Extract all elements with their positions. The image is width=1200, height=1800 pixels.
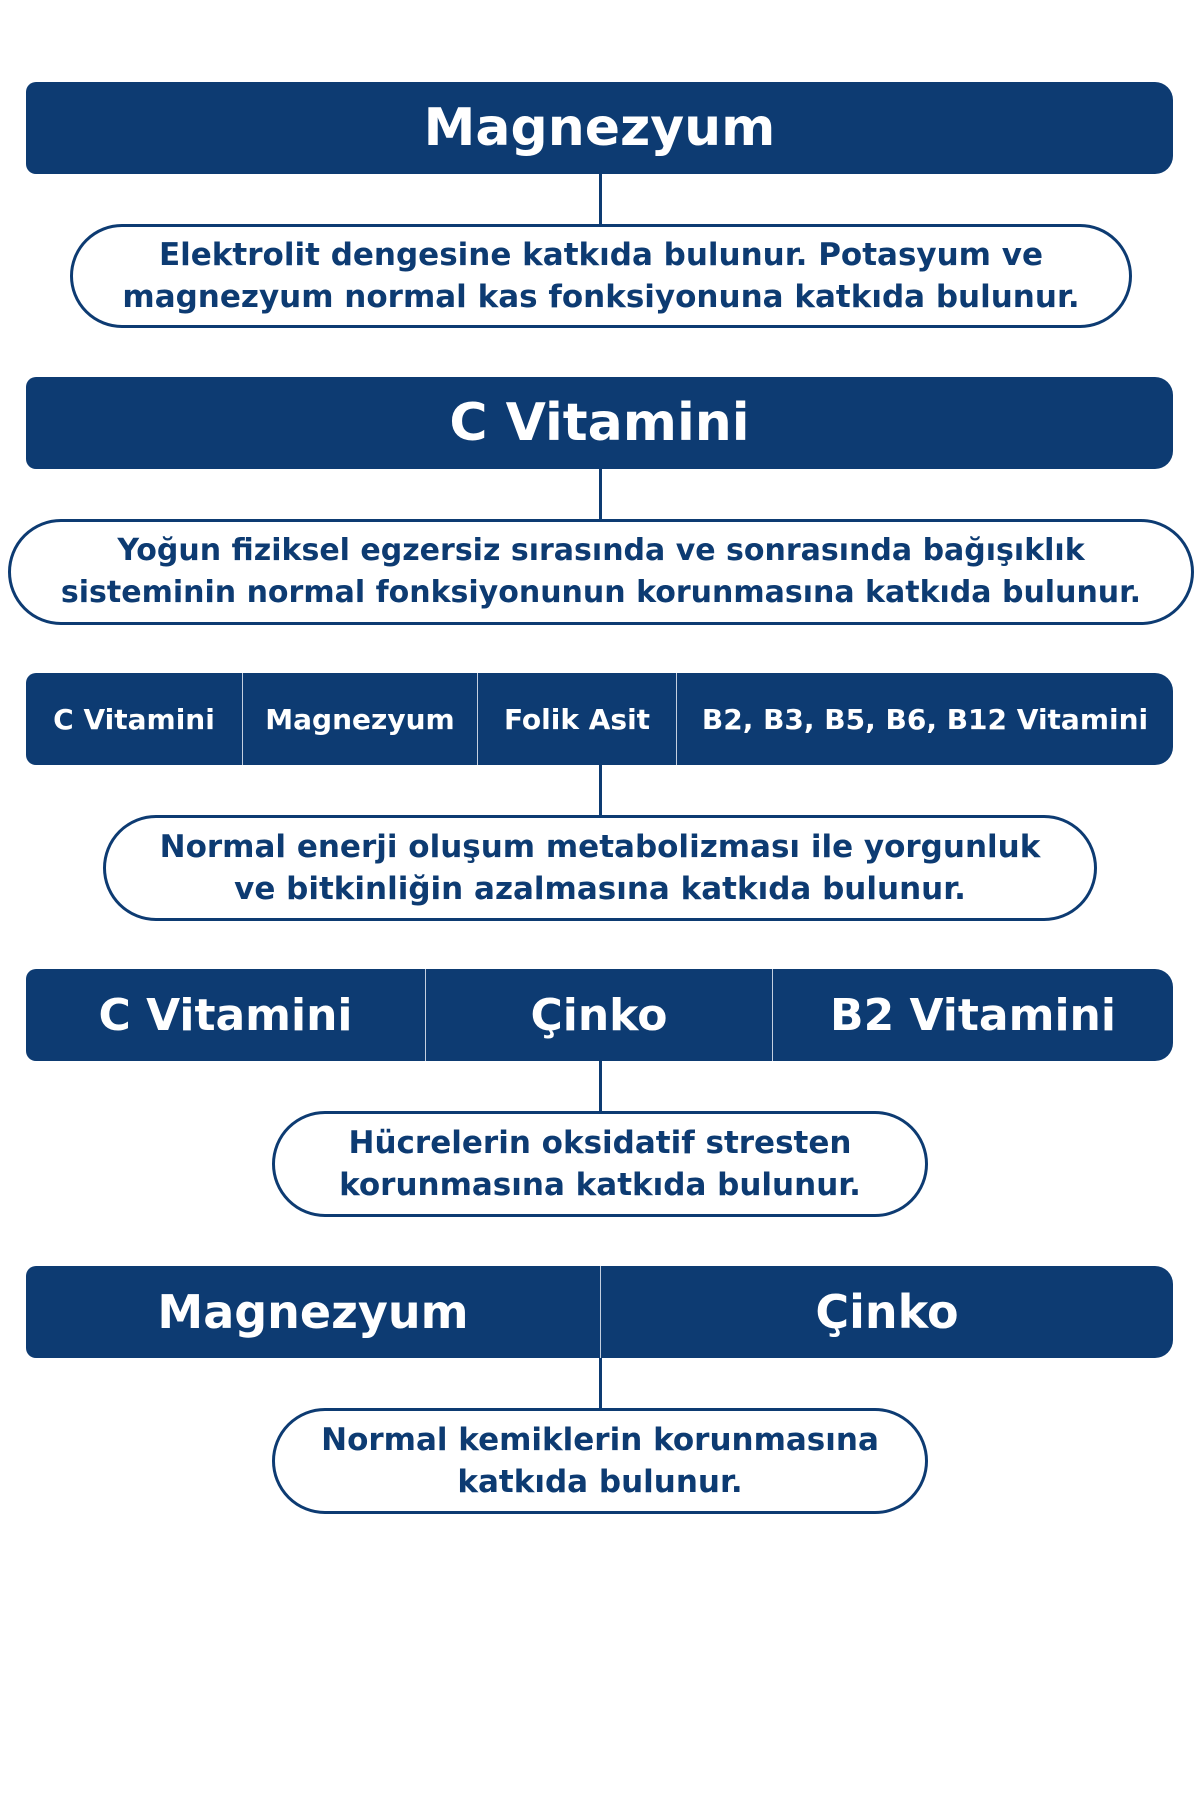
benefit-text-line: ve bitkinliğin azalmasına katkıda bulunur.	[234, 871, 966, 907]
connector-line	[599, 1061, 602, 1111]
header-bar-c-vitamini	[26, 377, 1173, 469]
header-cell: Magnezyum	[157, 1285, 469, 1339]
benefit-text-line: Hücrelerin oksidatif stresten	[348, 1125, 852, 1161]
connector-line	[599, 469, 602, 519]
header-cell: B2, B3, B5, B6, B12 Vitamini	[676, 673, 1173, 765]
benefit-text-line: Normal kemiklerin korunmasına	[321, 1422, 879, 1458]
header-cell: Çinko	[600, 1266, 1173, 1358]
benefit-text-line: Yoğun fiziksel egzersiz sırasında ve sonrasında bağışıklık	[117, 533, 1085, 568]
benefit-text-line: Normal enerji oluşum metabolizması ile yorgunluk	[159, 829, 1041, 865]
header-cell: C Vitamini	[98, 989, 353, 1041]
benefit-text-line: korunmasına katkıda bulunur.	[339, 1167, 861, 1203]
header-bar-magnezyum	[26, 82, 1173, 174]
connector-line	[599, 765, 602, 815]
header-cell: Folik Asit	[477, 673, 676, 765]
benefit-pill-bones	[272, 1408, 928, 1514]
header-cell: B2 Vitamini	[772, 969, 1173, 1061]
benefit-pill-electrolyte	[70, 224, 1132, 328]
header-bar-bone-nutrients	[26, 1266, 1173, 1358]
header-cell: Magnezyum	[423, 98, 776, 158]
benefit-text-line: katkıda bulunur.	[457, 1464, 743, 1500]
connector-line	[599, 174, 602, 224]
header-cell: C Vitamini	[53, 702, 215, 736]
benefit-text-line: sisteminin normal fonksiyonunun korunmasına katkıda bulunur.	[60, 575, 1142, 610]
benefit-text-line: magnezyum normal kas fonksiyonuna katkıda bulunur.	[122, 279, 1080, 315]
benefit-text-line: Elektrolit dengesine katkıda bulunur. Potasyum ve	[158, 237, 1043, 273]
benefit-pill-energy	[103, 815, 1097, 921]
benefit-pill-immunity	[8, 519, 1194, 625]
header-bar-energy-nutrients	[26, 673, 1173, 765]
header-bar-antioxidant-nutrients	[26, 969, 1173, 1061]
header-cell: C Vitamini	[449, 393, 750, 453]
header-cell: Çinko	[425, 969, 772, 1061]
connector-line	[599, 1358, 602, 1408]
benefit-pill-oxidative-stress	[272, 1111, 928, 1217]
header-cell: Magnezyum	[242, 673, 477, 765]
